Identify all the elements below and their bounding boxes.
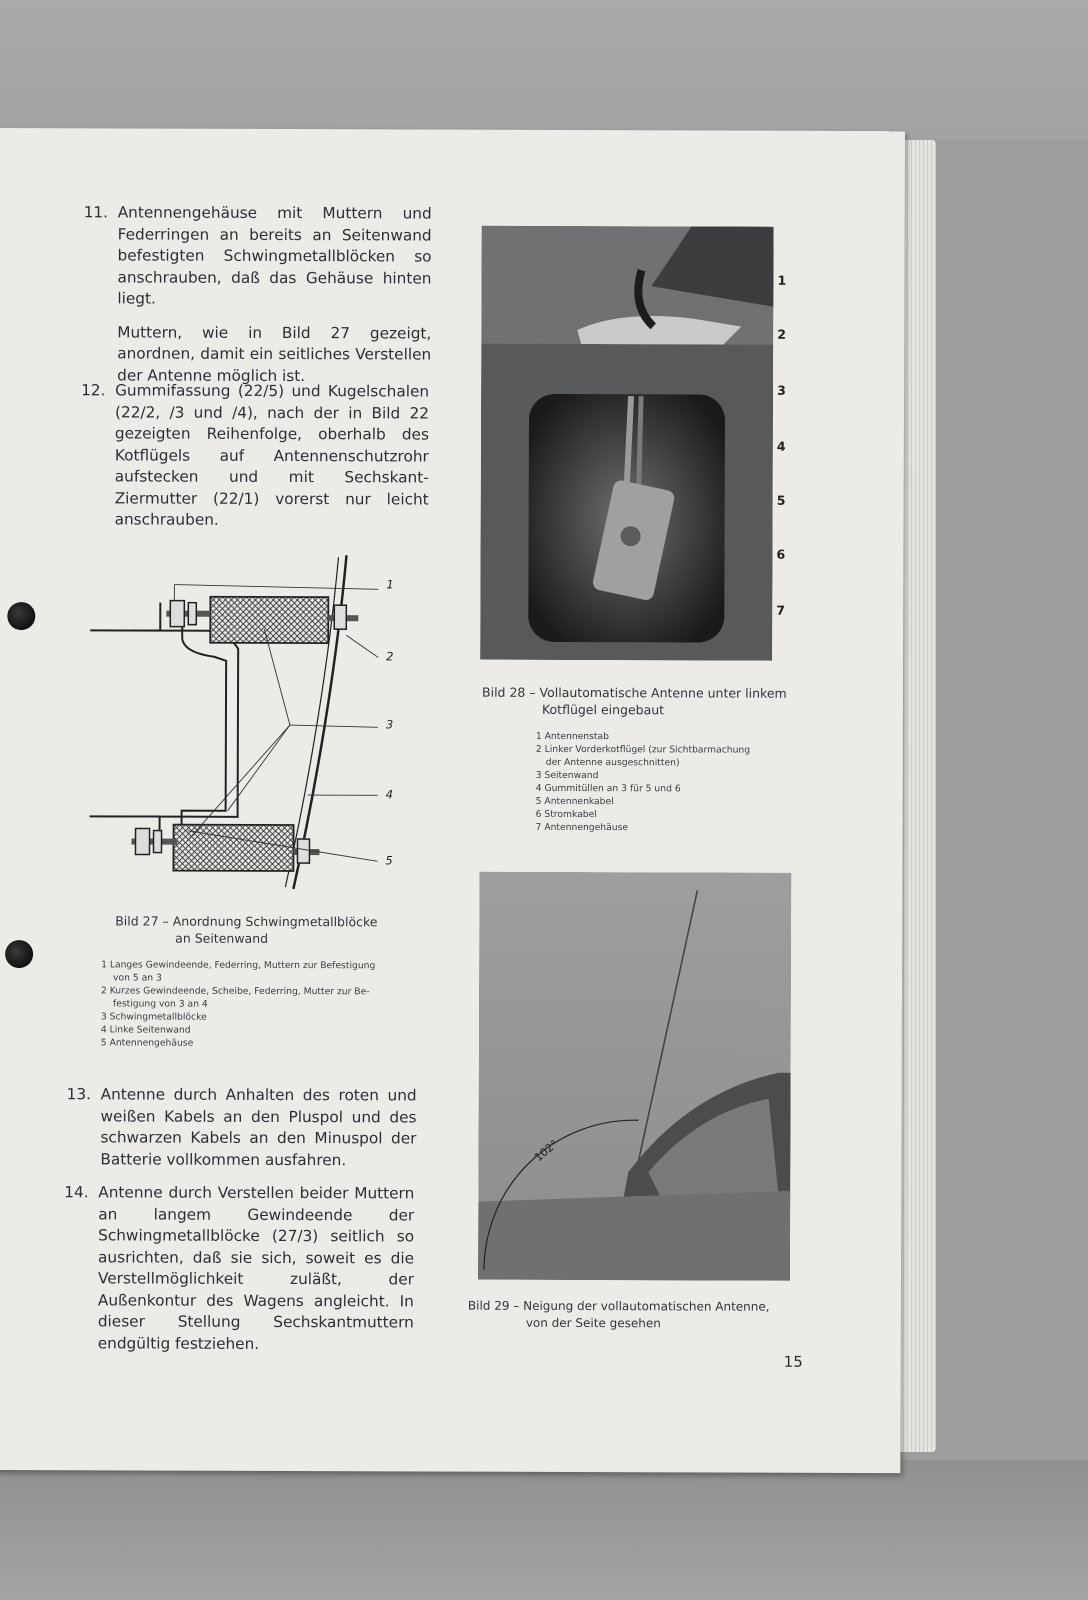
fig27-callout-4: 4 [385,787,394,802]
step-paragraph: Antenne durch Anhalten des roten und weißen Kabels an den Pluspol und des schwarzen Kabels an den Minuspol der Batterie vollkommen ausfahren. [100,1085,417,1169]
step-number: 12. [81,381,106,400]
fig28-callout-6: 6 [776,546,786,562]
instruction-step-14 [64,1182,415,1367]
figure-29-caption: Bild 29 – Neigung der vollautomatischen Antenne, von der Seite gesehen [467,1298,770,1331]
fig27-callout-1: 1 [386,577,394,592]
step-number: 13. [66,1085,91,1104]
background-top [0,0,1088,140]
legend-item: 3 Seitenwand [535,769,599,782]
fig29-angle-label: 102° [531,1137,561,1165]
figure-27-caption: Bild 27 – Anordnung Schwingmetallblöcke an Seitenwand [115,913,378,946]
legend-item: 5 Antennengehäuse [100,1037,194,1049]
legend-item: 2 Kurzes Gewindeende, Scheibe, Federring, Mutter zur Be- [100,985,370,998]
fig27-callout-5: 5 [385,853,393,868]
instruction-step-12 [81,380,430,544]
fig28-callout-5: 5 [776,492,786,508]
legend-item: festigung von 3 an 4 [112,998,208,1010]
fig27-callout-2: 2 [386,649,394,664]
legend-item: der Antenne ausgeschnitten) [545,756,680,769]
legend-item: 6 Stromkabel [535,808,597,821]
legend-item: von 5 an 3 [113,972,162,984]
punch-hole-upper [7,602,35,630]
figure-27-diagram [77,548,418,909]
step-paragraph: Antennengehäuse mit Muttern und Federringen an bereits an Seitenwand befestigten Schwingmetallblöcken so anschrauben, daß das Gehäuse hinten liegt. [117,203,432,308]
legend-item: 4 Linke Seitenwand [100,1024,191,1036]
background-bottom [0,1460,1088,1600]
legend-item: 7 Antennengehäuse [535,821,629,834]
legend-item: 2 Linker Vorderkotflügel (zur Sichtbarmachung [535,743,751,756]
manual-page [0,128,905,1473]
legend-item: 1 Antennenstab [535,730,610,743]
figure-27-legend [101,958,411,1050]
fig27-callout-3: 3 [385,717,394,732]
fig28-callout-4: 4 [776,438,786,454]
figure-28-legend [536,730,776,835]
instruction-step-13 [66,1084,417,1183]
fig28-callout-7: 7 [776,602,786,618]
step-paragraph: Gummifassung (22/5) und Kugelschalen (22/2, /3 und /4), nach der in Bild 22 gezeigten Reihenfolge, oberhalb des Kotflügels auf Antennenschutzrohr aufstecken und mit Sechskant-Ziermutter (22/1) vorerst nur leicht anschrauben. [114,381,430,529]
rubber-block-upper [210,597,328,643]
step-paragraph: Muttern, wie in Bild 27 gezeigt, anordnen, damit ein seitliches Verstellen der Antenne möglich ist. [117,322,432,385]
step-paragraph: Antenne durch Verstellen beider Muttern an langem Gewindeende der Schwingmetallblöcke (27/3) seitlich so ausrichten, daß sie sich, soweit es die Verstellmöglichkeit zuläßt, der Außenkontur des Wagens angleicht. In dieser Stellung Sechskantmuttern endgültig festziehen. [97,1183,415,1353]
page-number: 15 [783,1352,803,1371]
figure-28-photo [480,226,774,661]
step-number: 11. [83,203,109,222]
legend-item: 3 Schwingmetallblöcke [100,1011,207,1023]
fig28-callout-1: 1 [777,272,787,288]
legend-item: 4 Gummitüllen an 3 für 5 und 6 [535,782,681,795]
step-number: 14. [64,1183,89,1202]
fig28-callout-3: 3 [777,382,786,398]
figure-29-photo [478,872,791,1281]
legend-item: 5 Antennenkabel [535,795,614,808]
punch-hole-lower [5,940,33,968]
fig28-callout-2: 2 [777,326,787,342]
figure-28-caption: Bild 28 – Vollautomatische Antenne unter linkem Kotflügel eingebaut [482,684,787,718]
legend-item: 1 Langes Gewindeende, Federring, Muttern zur Befestigung [101,959,376,972]
